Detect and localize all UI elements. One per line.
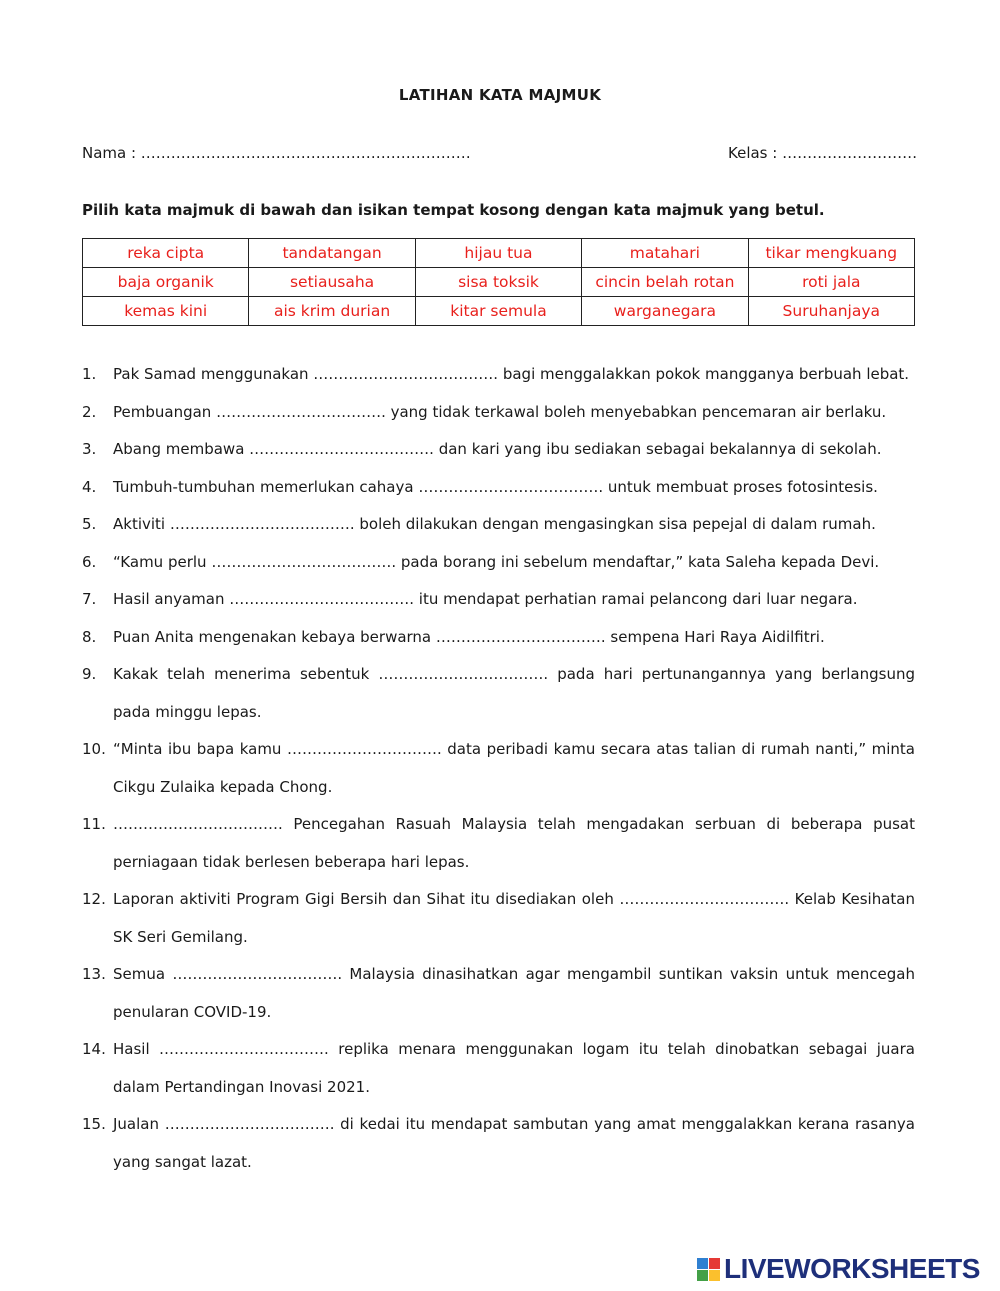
word-bank-cell: roti jala (748, 268, 914, 297)
question-item (82, 956, 915, 1031)
logo-square (709, 1270, 720, 1281)
question-text: Jualan ……………………………. di kedai itu mendapat sambutan yang amat menggalakkan kerana rasanya yang sangat lazat. (113, 1115, 915, 1171)
question-number: 12. (82, 890, 106, 908)
logo-square (697, 1270, 708, 1281)
question-number: 2. (82, 402, 97, 421)
question-text: Kakak telah menerima sebentuk ……………………………. pada hari pertunangannya yang berlangsung pada minggu lepas. (113, 665, 915, 721)
question-text: Hasil anyaman ………………………………. itu mendapat perhatian ramai pelancong dari luar negara. (113, 590, 858, 608)
question-item (82, 619, 915, 657)
logo-square (697, 1258, 708, 1269)
question-number: 5. (82, 515, 97, 533)
question-number: 4. (82, 477, 97, 496)
instruction-text: Pilih kata majmuk di bawah dan isikan tempat kosong dengan kata majmuk yang betul. (82, 201, 825, 219)
question-item (82, 469, 915, 507)
question-item (82, 1106, 915, 1181)
question-item (82, 356, 915, 394)
name-field[interactable]: Nama : ………………………………………………………… (82, 144, 471, 162)
question-text: Laporan aktiviti Program Gigi Bersih dan Sihat itu disediakan oleh ……………………………. Kelab Kesihatan SK Seri Gemilang. (113, 890, 915, 946)
question-text: “Minta ibu bapa kamu …………………………. data peribadi kamu secara atas talian di rumah nanti,” minta Cikgu Zulaika kepada Chong. (113, 740, 915, 796)
question-text: Tumbuh-tumbuhan memerlukan cahaya ………………………………. untuk membuat proses fotosintesis. (113, 477, 878, 496)
question-list (82, 356, 915, 1181)
word-bank-cell: tandatangan (249, 239, 415, 268)
question-number: 9. (82, 665, 97, 683)
question-text: Pembuangan ……………………………. yang tidak terkawal boleh menyebabkan pencemaran air berlaku. (113, 402, 887, 421)
word-bank-cell: tikar mengkuang (748, 239, 914, 268)
word-bank-cell: baja organik (83, 268, 249, 297)
word-bank-cell: reka cipta (83, 239, 249, 268)
word-bank-row (83, 297, 915, 326)
question-text: “Kamu perlu ………………………………. pada borang ini sebelum mendaftar,” kata Saleha kepada Devi. (113, 552, 880, 571)
class-field[interactable]: Kelas : ……………………… (728, 144, 918, 162)
word-bank-cell: matahari (582, 239, 748, 268)
question-item (82, 731, 915, 806)
question-number: 3. (82, 440, 97, 458)
question-number: 10. (82, 740, 106, 758)
liveworksheets-icon (697, 1258, 720, 1281)
question-item (82, 1031, 915, 1106)
question-text: Pak Samad menggunakan ………………………………. bagi menggalakkan pokok mangganya berbuah lebat. (113, 365, 910, 383)
question-item (82, 581, 915, 619)
question-number: 15. (82, 1115, 106, 1133)
question-number: 13. (82, 965, 106, 983)
question-text: Aktiviti ………………………………. boleh dilakukan dengan mengasingkan sisa pepejal di dalam rumah. (113, 515, 876, 533)
question-item (82, 394, 915, 432)
word-bank-cell: ais krim durian (249, 297, 415, 326)
logo-text: LIVEWORKSHEETS (724, 1253, 980, 1284)
word-bank-cell: kemas kini (83, 297, 249, 326)
word-bank-cell: cincin belah rotan (582, 268, 748, 297)
question-item (82, 506, 915, 544)
question-item (82, 881, 915, 956)
question-number: 8. (82, 627, 97, 646)
question-number: 1. (82, 365, 97, 383)
page-title: LATIHAN KATA MAJMUK (398, 86, 602, 104)
liveworksheets-logo[interactable] (697, 1253, 980, 1285)
question-item (82, 544, 915, 582)
question-item (82, 431, 915, 469)
question-text: Semua ……………………………. Malaysia dinasihatkan agar mengambil suntikan vaksin untuk mencegah penularan COVID-19. (113, 965, 915, 1021)
question-text: ……………………………. Pencegahan Rasuah Malaysia telah mengadakan serbuan di beberapa pusat perniagaan tidak berlesen beberapa hari lepas. (113, 815, 915, 871)
question-number: 7. (82, 590, 97, 608)
logo-square (709, 1258, 720, 1269)
question-number: 11. (82, 815, 106, 833)
word-bank-cell: kitar semula (415, 297, 581, 326)
word-bank-cell: hijau tua (415, 239, 581, 268)
question-text: Abang membawa ………………………………. dan kari yang ibu sediakan sebagai bekalannya di sekolah. (113, 440, 882, 458)
word-bank-cell: sisa toksik (415, 268, 581, 297)
word-bank-row (83, 268, 915, 297)
question-number: 6. (82, 552, 97, 571)
question-text: Puan Anita mengenakan kebaya berwarna ……………………………. sempena Hari Raya Aidilfitri. (113, 627, 825, 646)
word-bank-cell: warganegara (582, 297, 748, 326)
word-bank-row (83, 239, 915, 268)
question-item (82, 806, 915, 881)
question-item (82, 656, 915, 731)
word-bank-cell: setiausaha (249, 268, 415, 297)
word-bank-cell: Suruhanjaya (748, 297, 914, 326)
word-bank-table (82, 238, 915, 326)
question-text: Hasil ……………………………. replika menara menggunakan logam itu telah dinobatkan sebagai juara dalam Pertandingan Inovasi 2021. (113, 1040, 915, 1096)
question-number: 14. (82, 1040, 106, 1058)
